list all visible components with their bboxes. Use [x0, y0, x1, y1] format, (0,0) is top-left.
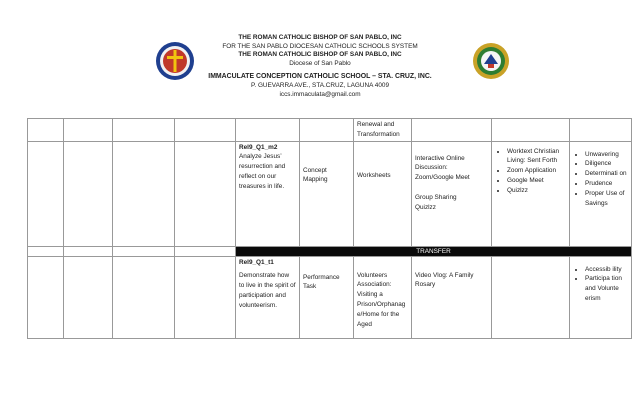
header-text-block: [170, 34, 470, 99]
list-item: • Diligence: [585, 159, 628, 169]
values-list: [573, 150, 628, 209]
competency-code: Rel9_Q1_t1: [239, 258, 274, 266]
school-address: P. GUEVARRA AVE., STA.CRUZ, LAGUNA 4009: [250, 81, 390, 89]
header-line-2: FOR THE SAN PABLO DIOCESAN CATHOLIC SCHOOLS SYSTEM: [222, 42, 418, 50]
header-line-1: THE ROMAN CATHOLIC BISHOP OF SAN PABLO, INC: [238, 34, 402, 41]
list-item: • Unwavering: [585, 150, 628, 160]
cell-assessment-t1: Performance Task: [300, 256, 354, 338]
cell-values-t1: [570, 256, 632, 338]
document-header: [0, 0, 638, 110]
list-item: • Determinati on: [585, 169, 628, 179]
school-email: iccs.immaculata@gmail.com: [279, 90, 361, 98]
values-list: [573, 265, 628, 304]
school-name: IMMACULATE CONCEPTION CATHOLIC SCHOOL – STA. CRUZ, INC.: [208, 73, 432, 81]
list-item: • Prudence: [585, 179, 628, 189]
transfer-band: TRANSFER: [236, 246, 632, 256]
competency-code: Rel9_Q1_m2: [239, 143, 278, 151]
list-item: • Quizlzz: [507, 186, 566, 196]
cell-activity-m2: Worksheets: [354, 141, 412, 246]
header-line-4: Diocese of San Pablo: [289, 59, 351, 67]
table-row-t1: [28, 256, 632, 338]
strategy-3: Quizlzz: [415, 203, 436, 211]
strategy-2: Group Sharing: [415, 193, 457, 201]
cell-values-m2: [570, 141, 632, 246]
list-item: • Worktext Christian Living: Sent Forth: [507, 147, 566, 167]
cell-strategy-m2: [412, 141, 492, 246]
list-item: • Google Meet: [507, 176, 566, 186]
strategy-1: Interactive Online Discussion: Zoom/Google Meet: [415, 154, 470, 182]
list-item: • Participa tion and Volunte erism: [585, 274, 628, 303]
transfer-row: [28, 246, 632, 256]
competency-text: Analyze Jesus’ resurrection and reflect on our treasures in life.: [239, 153, 286, 190]
cell-competency-t1: [236, 256, 300, 338]
table-row-m2: [28, 141, 632, 246]
cell-resources-m2: [492, 141, 570, 246]
list-item: • Proper Use of Savings: [585, 189, 628, 209]
cell-competency-m2: [236, 141, 300, 246]
resources-list: [495, 147, 566, 196]
cell-strategy-t1: Video Vlog: A Family Rosary: [412, 256, 492, 338]
table-row-top: [28, 119, 632, 142]
list-item: • Accessib ility: [585, 265, 628, 275]
competency-text: Demonstrate how to live in the spirit of participation and volunteerism.: [239, 272, 296, 309]
list-item: • Zoom Application: [507, 166, 566, 176]
cell-assessment-m2: Concept Mapping: [300, 141, 354, 246]
curriculum-table: [27, 118, 632, 339]
cell-activity-t1: Volunteers Association: Visiting a Prison/Orphanag e/Home for the Aged: [354, 256, 412, 338]
cell-renewal: Renewal and Transformation: [354, 119, 412, 142]
header-line-3: THE ROMAN CATHOLIC BISHOP OF SAN PABLO, INC: [238, 51, 402, 59]
school-seal-right-icon: [472, 42, 510, 80]
